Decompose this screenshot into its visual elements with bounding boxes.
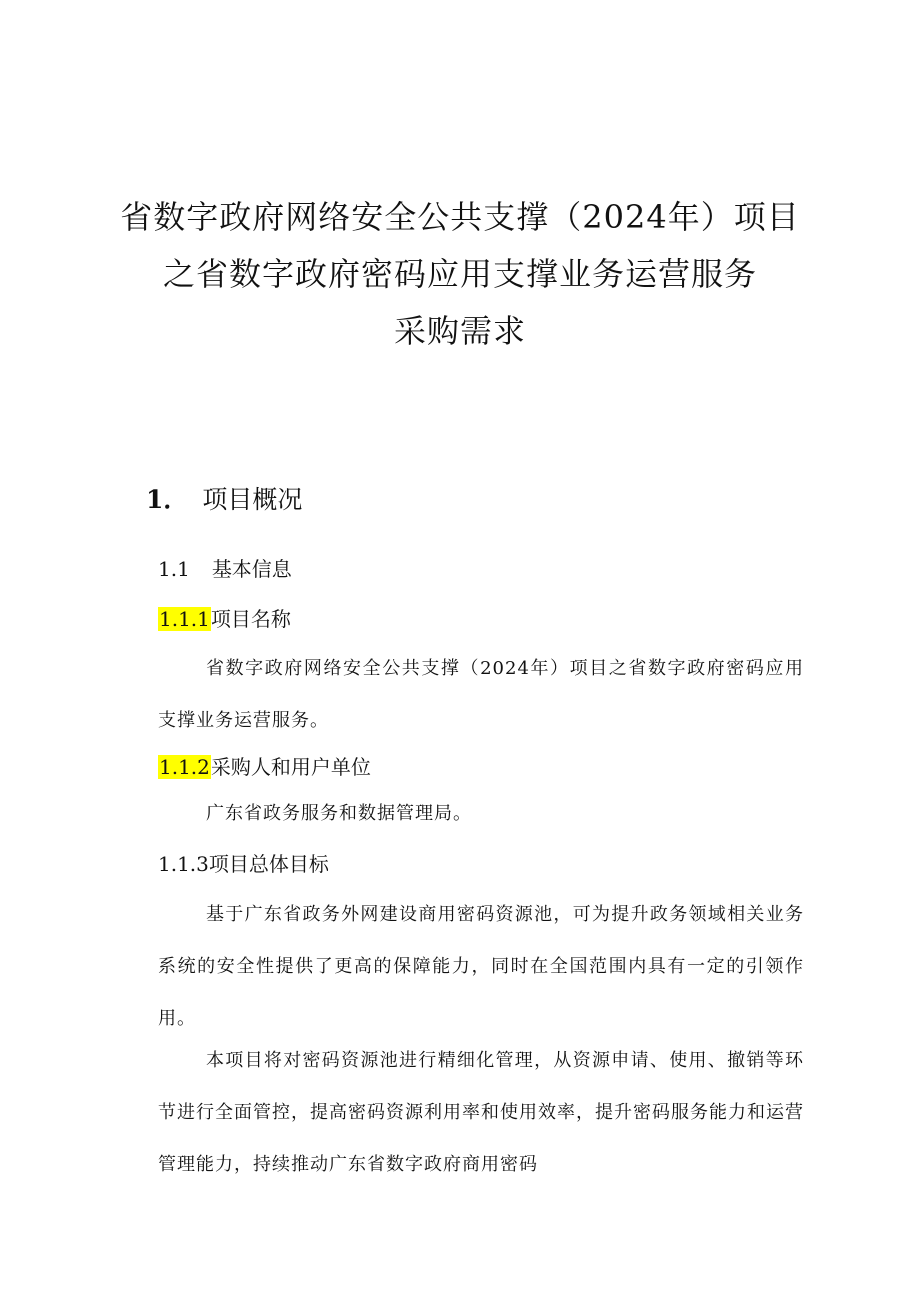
section-1-heading [146, 480, 302, 516]
section-1-1-title: 基本信息 [211, 557, 292, 581]
item-1-1-2-body: 广东省政务服务和数据管理局。 [206, 803, 472, 824]
item-1-1-1-title: 项目名称 [210, 607, 291, 631]
item-1-1-1-body: 省数字政府网络安全公共支撑（2024年）项目之省数字政府密码应用支撑业务运营服务。 [158, 658, 804, 731]
document-title-line-2: 之省数字政府密码应用支撑业务运营服务 [162, 255, 757, 293]
section-1-number: 1． [146, 485, 189, 514]
item-1-1-3-title: 项目总体目标 [208, 852, 329, 876]
item-1-1-1-number: 1.1.1 [159, 607, 210, 631]
item-1-1-3-heading [158, 848, 329, 877]
section-1-1-heading [158, 553, 292, 582]
item-1-1-2-heading [158, 751, 371, 780]
document-title-line-1: 省数字政府网络安全公共支撑（2024年）项目 [120, 198, 800, 236]
section-1-1-number: 1.1 [158, 557, 190, 581]
section-1-title: 项目概况 [202, 485, 303, 514]
item-1-1-2-number: 1.1.2 [159, 755, 210, 779]
item-1-1-2-title: 采购人和用户单位 [210, 755, 371, 779]
item-1-1-3-paragraph-1: 基于广东省政务外网建设商用密码资源池，可为提升政务领域相关业务系统的安全性提供了更高的保障能力，同时在全国范围内具有一定的引领作用。 [158, 904, 804, 1029]
item-1-1-3-number: 1.1.3 [158, 852, 209, 876]
item-1-1-1-heading [158, 603, 291, 632]
document-title-line-3: 采购需求 [393, 312, 526, 350]
item-1-1-3-paragraph-2: 本项目将对密码资源池进行精细化管理，从资源申请、使用、撤销等环节进行全面管控，提高密码资源利用率和使用效率，提升密码服务能力和运营管理能力，持续推动广东省数字政府商用密码 [158, 1050, 804, 1175]
